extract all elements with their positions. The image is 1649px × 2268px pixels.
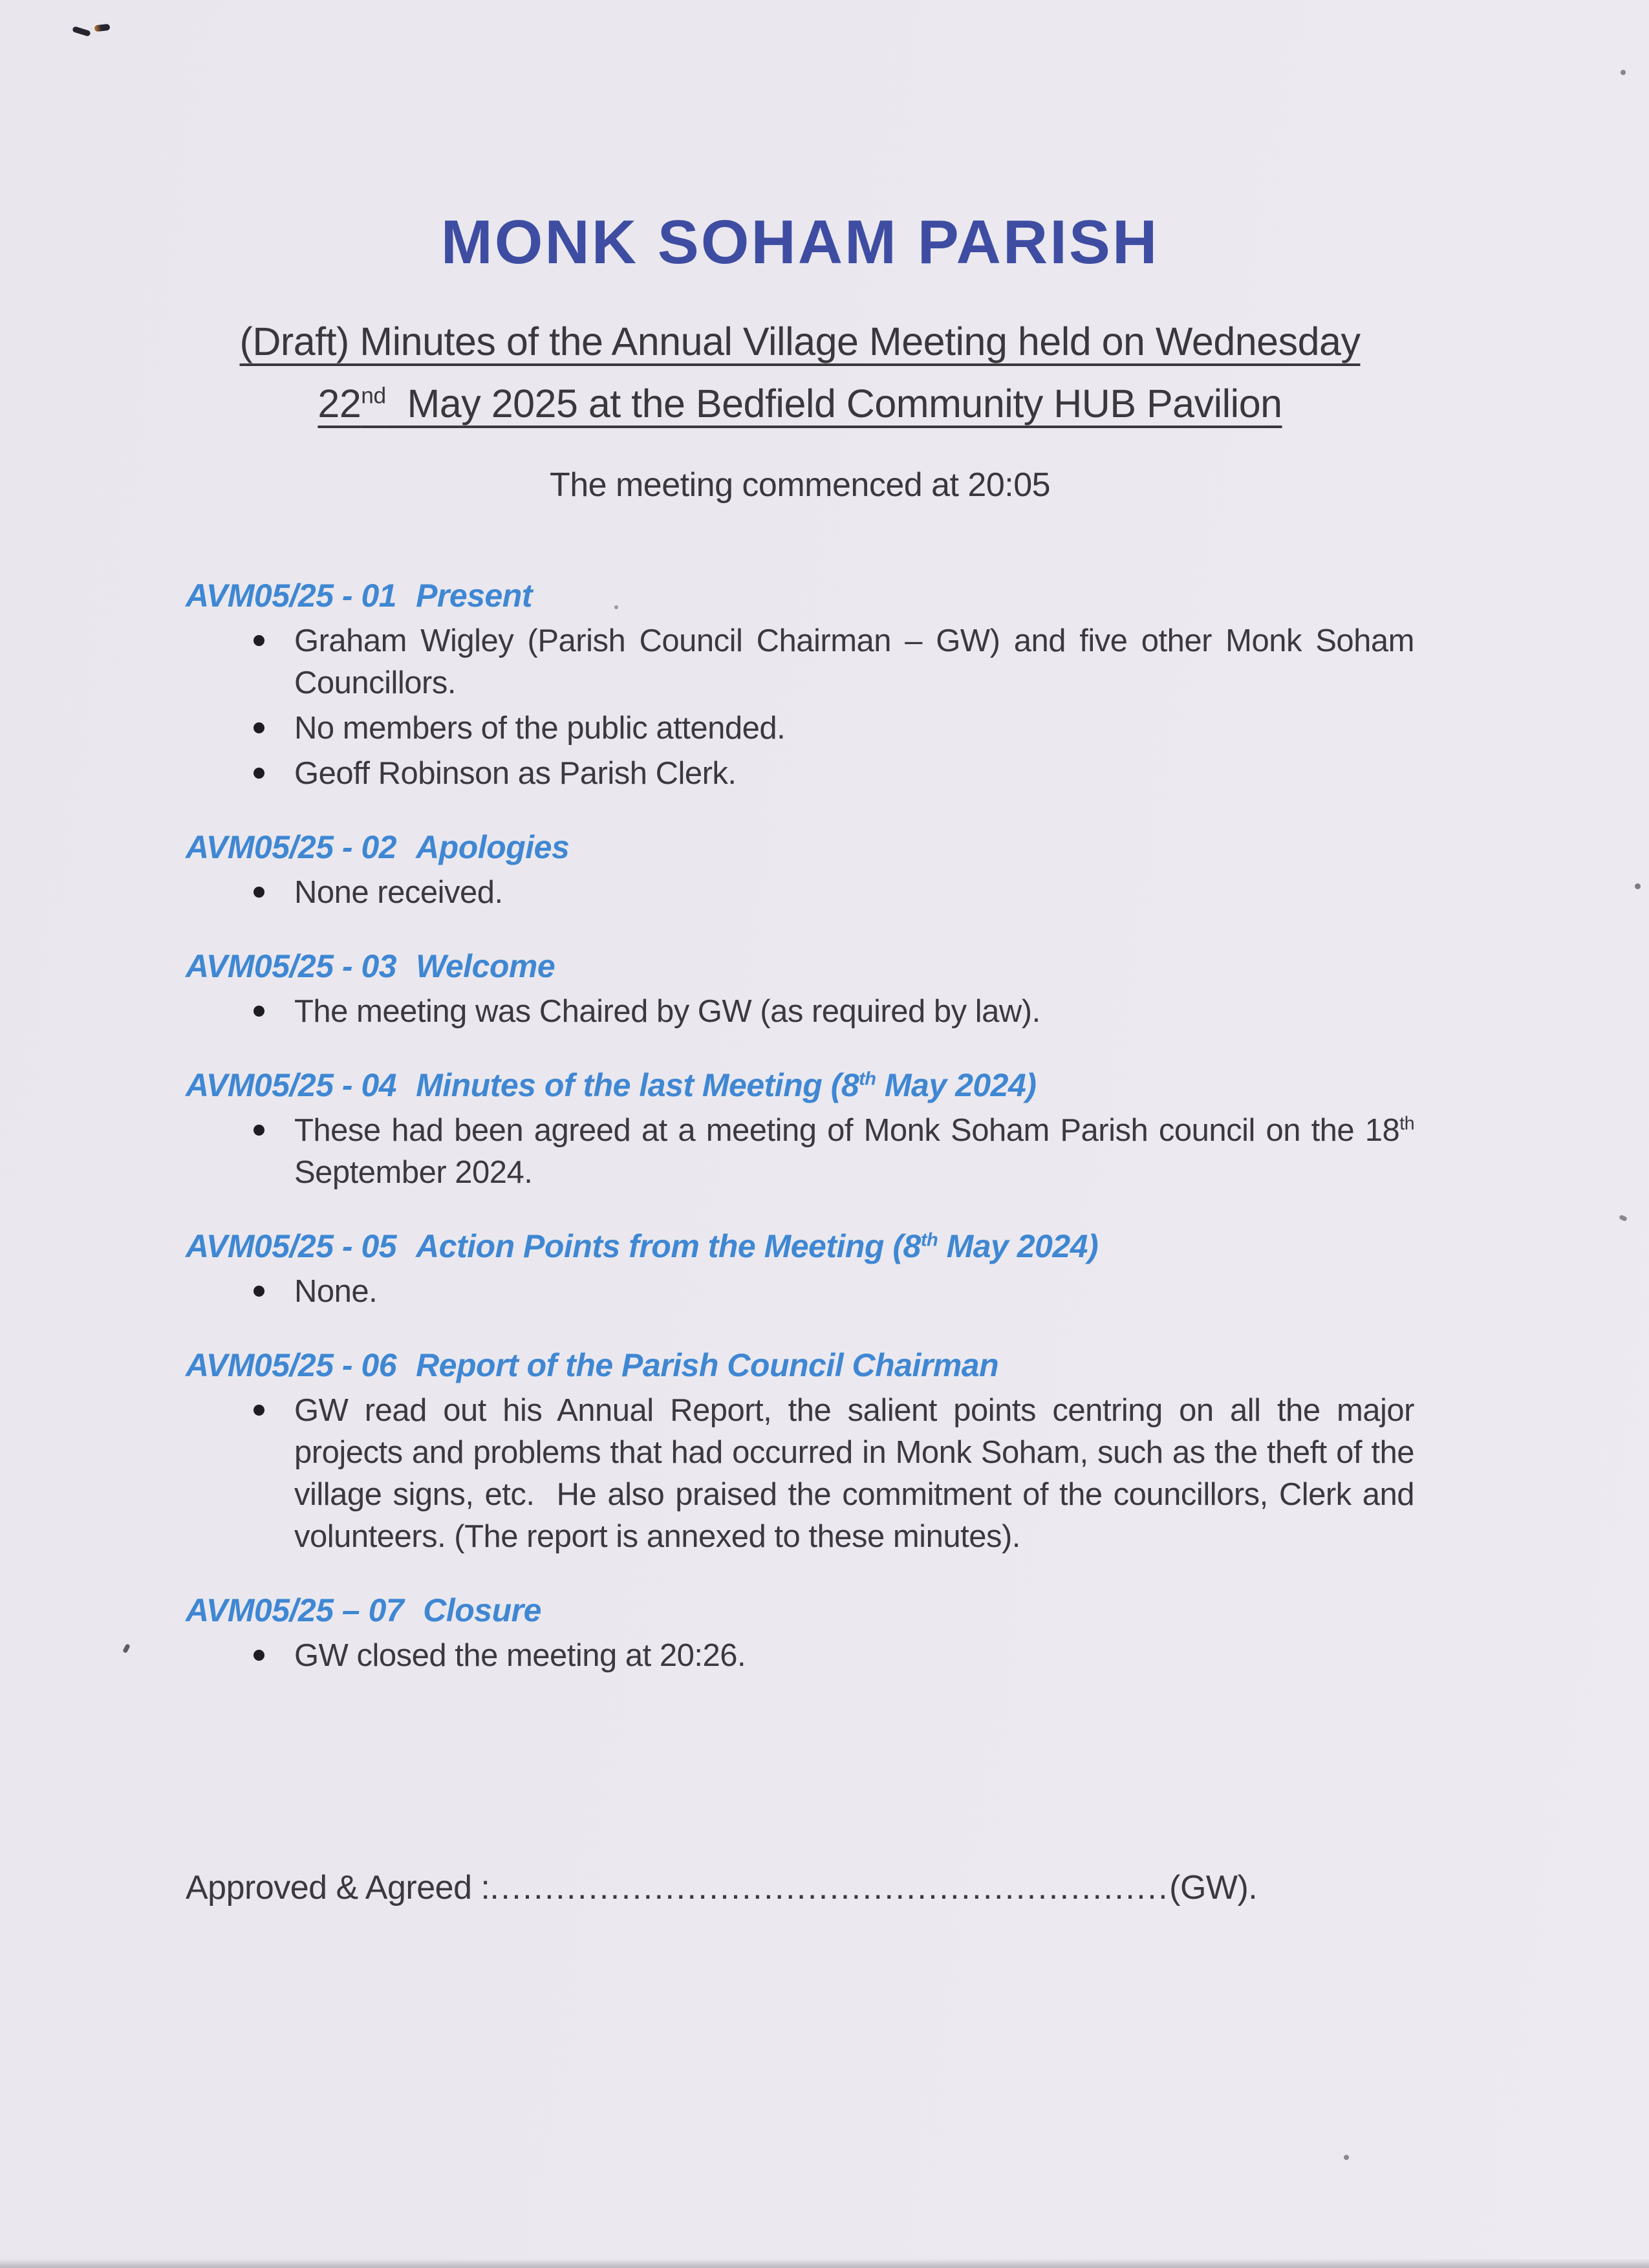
- bullet-item: The meeting was Chaired by GW (as required by law).: [186, 991, 1414, 1033]
- subtitle-line-2: 22nd May 2025 at the Bedfield Community HUB Pavilion: [318, 381, 1282, 426]
- bullet-item: Graham Wigley (Parish Council Chairman – GW) and five other Monk Soham Councillors.: [186, 620, 1414, 704]
- section-04-bullets: [186, 1110, 1423, 1194]
- section-code: AVM05/25 - 01: [186, 577, 397, 614]
- section-heading-06-chairman-report: [186, 1344, 1414, 1387]
- scan-speck: [1619, 1215, 1628, 1222]
- page-title: MONK SOHAM PARISH: [440, 208, 1159, 277]
- bullet-item: These had been agreed at a meeting of Monk Soham Parish council on the 18th September 2024.: [186, 1110, 1414, 1194]
- section-03-bullets: [186, 991, 1414, 1033]
- section-heading-01-present: [186, 574, 1414, 617]
- section-heading-04-minutes: [186, 1064, 1414, 1107]
- section-code: AVM05/25 - 05: [186, 1227, 397, 1264]
- bullet-item: None received.: [186, 872, 1414, 914]
- section-02-bullets: [186, 872, 1414, 914]
- document-content: [186, 0, 1423, 1941]
- section-title: Report of the Parish Council Chairman: [416, 1346, 999, 1383]
- section-heading-02-apologies: [186, 826, 1414, 869]
- approval-signatory: (GW).: [1169, 1868, 1258, 1906]
- bullet-item: No members of the public attended.: [186, 707, 1414, 750]
- approval-label: Approved & Agreed :: [186, 1868, 490, 1906]
- minutes-sections: [186, 574, 1423, 1677]
- bullet-item: Geoff Robinson as Parish Clerk.: [186, 753, 1414, 795]
- subtitle-line-1: (Draft) Minutes of the Annual Village Meeting held on Wednesday: [239, 319, 1361, 363]
- section-heading-03-welcome: [186, 945, 1414, 988]
- section-code: AVM05/25 - 03: [186, 947, 397, 984]
- bullet-item: GW closed the meeting at 20:26.: [186, 1635, 1414, 1677]
- pen-mark: [72, 26, 91, 37]
- section-code: AVM05/25 - 02: [186, 828, 397, 865]
- scan-edge-shadow: [0, 2259, 1649, 2268]
- section-heading-05-action-points: [186, 1225, 1414, 1268]
- signature-dotted-line: ..............................................................: [490, 1868, 1170, 1906]
- section-code: AVM05/25 - 06: [186, 1346, 397, 1383]
- section-title: Minutes of the last Meeting (8th May 2024): [416, 1066, 1037, 1103]
- meeting-commenced-line: The meeting commenced at 20:05: [549, 466, 1051, 504]
- section-07-bullets: [186, 1635, 1414, 1677]
- bullet-item: GW read out his Annual Report, the salient points centring on all the major projects and problems that had occurred in Monk Soham, such as the theft of the village signs, etc. He also praised the commitment of the councillors, Clerk and volunteers. (The report is annexed to these minutes).: [186, 1390, 1414, 1558]
- section-05-bullets: [186, 1271, 1414, 1313]
- document-subtitle: [186, 310, 1414, 435]
- scan-speck: [1621, 70, 1626, 75]
- scan-speck: [1344, 2155, 1349, 2160]
- scan-speck: [122, 1643, 131, 1654]
- section-title: Closure: [423, 1592, 541, 1628]
- approval-signature-line: [186, 1868, 1414, 1907]
- section-heading-07-closure: [186, 1589, 1414, 1632]
- bullet-item: None.: [186, 1271, 1414, 1313]
- section-code: AVM05/25 - 04: [186, 1066, 397, 1103]
- section-code: AVM05/25 – 07: [186, 1592, 404, 1628]
- section-title: Action Points from the Meeting (8th May 2024): [416, 1227, 1099, 1264]
- scan-speck: [1635, 883, 1641, 889]
- section-title: Apologies: [416, 828, 570, 865]
- section-title: Welcome: [416, 947, 555, 984]
- section-title: Present: [416, 577, 533, 614]
- section-06-bullets: [186, 1390, 1423, 1558]
- section-01-bullets: [186, 620, 1423, 795]
- pen-mark: [94, 24, 111, 32]
